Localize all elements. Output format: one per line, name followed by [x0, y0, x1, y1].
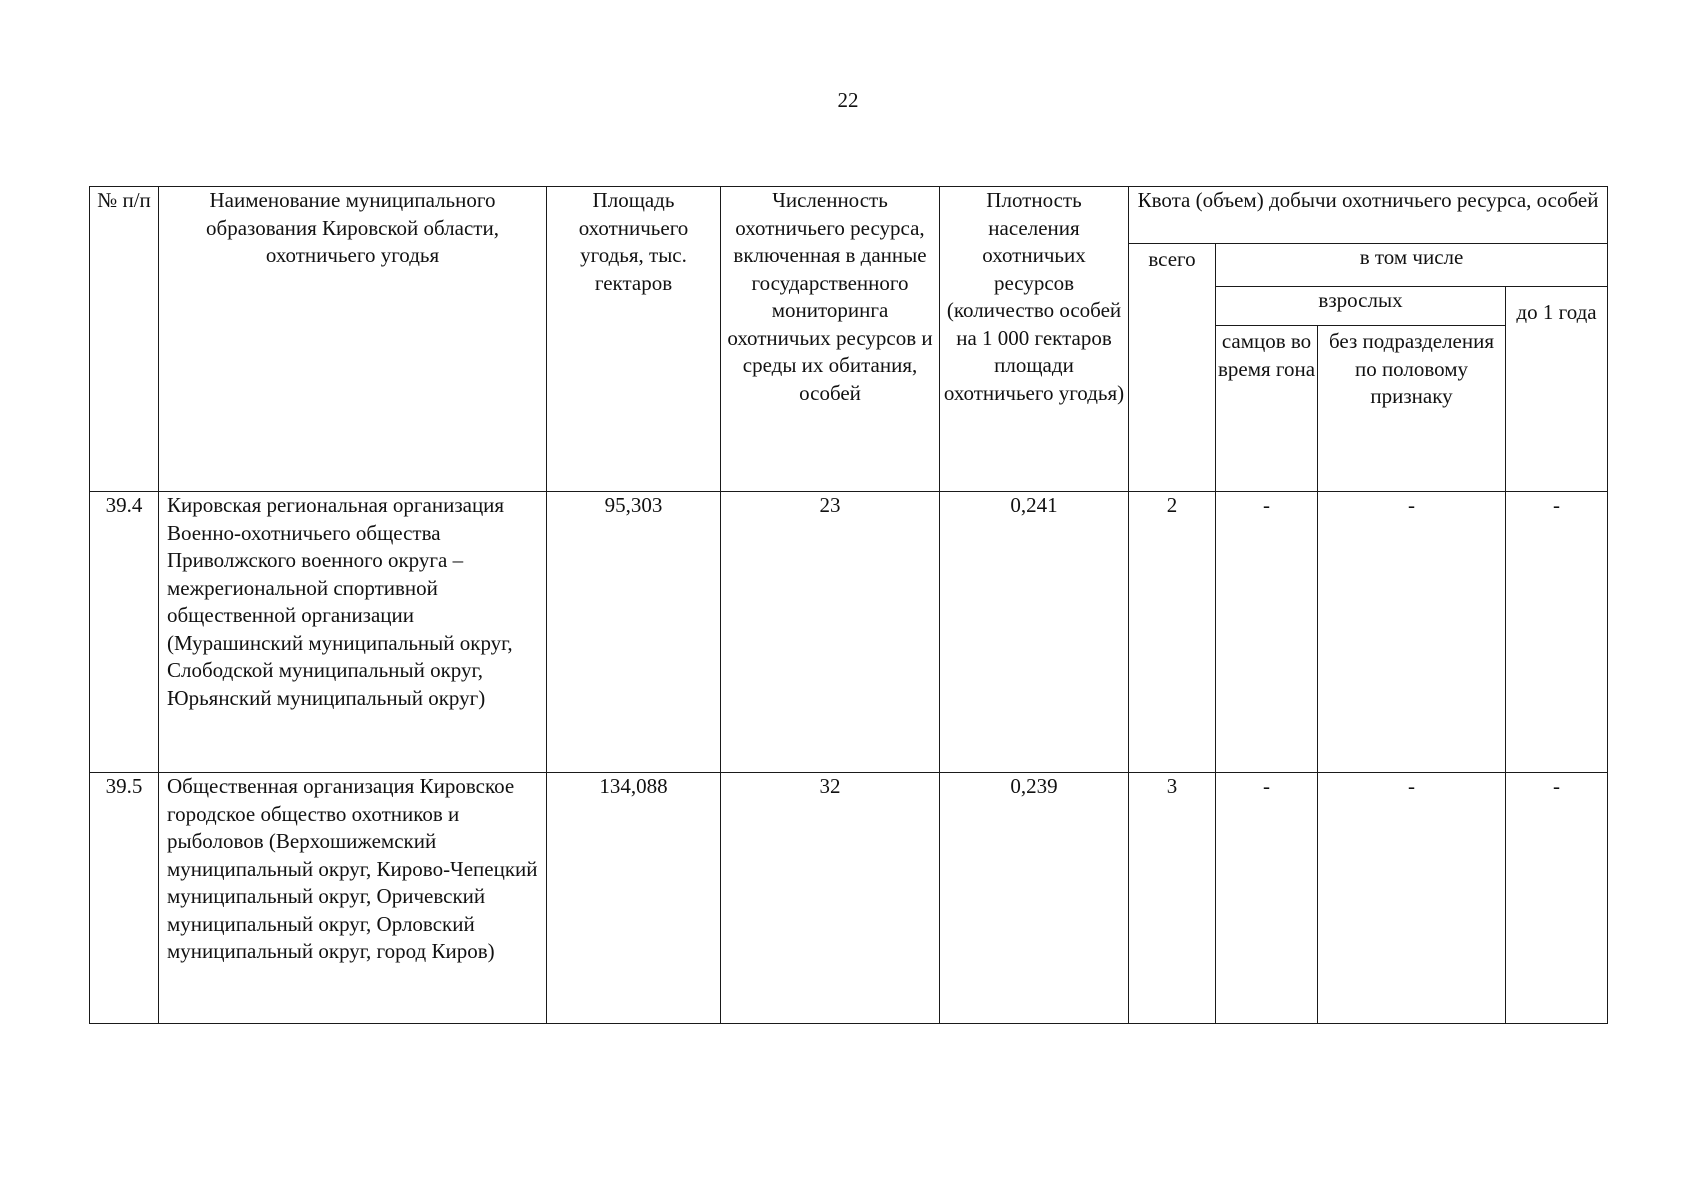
row-num: 39.5	[90, 773, 159, 1024]
table-row	[90, 492, 1608, 773]
row-no-sex: -	[1318, 492, 1506, 773]
header-name: Наименование муниципального образования Кировской области, охотничьего угодья	[159, 187, 547, 492]
row-area: 134,088	[547, 773, 721, 1024]
row-name: Кировская региональная организация Военно-охотничьего общества Приволжского военного округа – межрегиональной спортивной общественной организации (Мурашинский муниципальный округ, Слободской муниципальный округ, Юрьянский муниципальный округ)	[159, 492, 547, 773]
row-no-sex: -	[1318, 773, 1506, 1024]
row-name: Общественная организация Кировское городское общество охотников и рыболовов (Верхошижемский муниципальный округ, Кирово-Чепецкий муниципальный округ, Оричевский муниципальный округ, Орловский муниципальный округ, город Киров)	[159, 773, 547, 1024]
header-count: Численность охотничьего ресурса, включенная в данные государственного мониторинга охотничьих ресурсов и среды их обитания, особей	[721, 187, 940, 492]
row-area: 95,303	[547, 492, 721, 773]
header-under-one: до 1 года	[1506, 287, 1608, 492]
row-count: 32	[721, 773, 940, 1024]
header-num: № п/п	[90, 187, 159, 492]
row-total: 2	[1129, 492, 1216, 773]
row-males-rut: -	[1216, 773, 1318, 1024]
header-quota: Квота (объем) добычи охотничьего ресурса, особей	[1129, 187, 1608, 244]
header-total: всего	[1129, 244, 1216, 492]
row-count: 23	[721, 492, 940, 773]
table-row	[90, 773, 1608, 1024]
header-no-sex: без подразделения по половому признаку	[1318, 326, 1506, 492]
row-density: 0,241	[940, 492, 1129, 773]
header-including: в том числе	[1216, 244, 1608, 287]
header-males-rut: самцов во время гона	[1216, 326, 1318, 492]
header-adults: взрослых	[1216, 287, 1506, 326]
row-num: 39.4	[90, 492, 159, 773]
header-area: Площадь охотничьего угодья, тыс. гектаров	[547, 187, 721, 492]
header-row-1	[90, 187, 1608, 244]
row-density: 0,239	[940, 773, 1129, 1024]
row-total: 3	[1129, 773, 1216, 1024]
page-number: 22	[837, 88, 859, 112]
row-under-one: -	[1506, 773, 1608, 1024]
row-males-rut: -	[1216, 492, 1318, 773]
quota-table	[89, 186, 1608, 1024]
header-density: Плотность населения охотничьих ресурсов (количество особей на 1 000 гектаров площади охотничьего угодья)	[940, 187, 1129, 492]
row-under-one: -	[1506, 492, 1608, 773]
